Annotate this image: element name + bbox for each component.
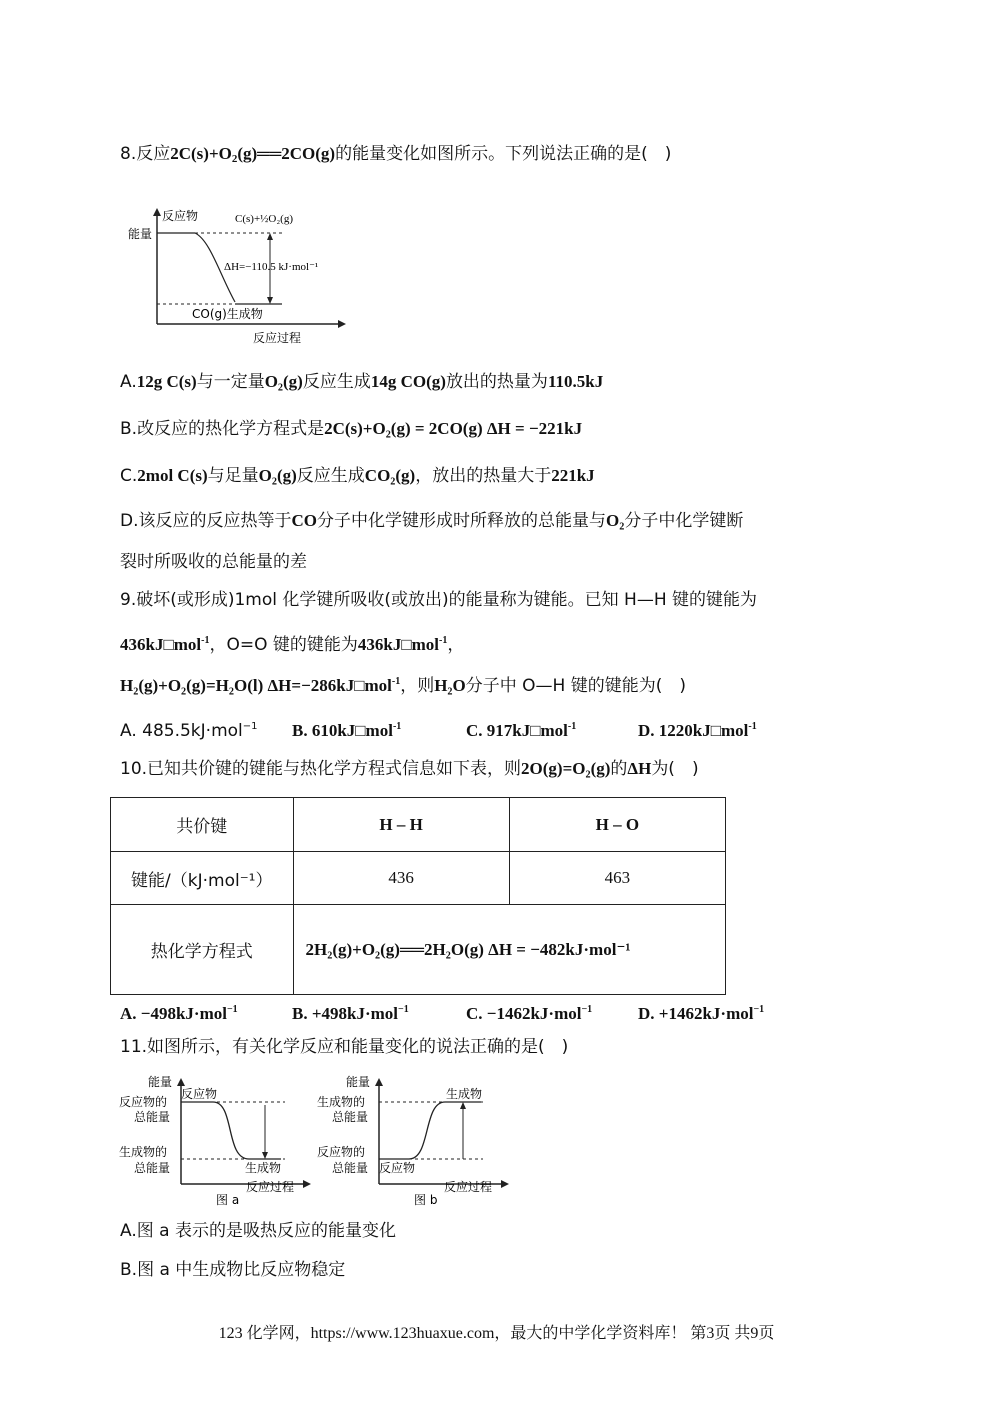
q8-option-d-cont: 裂时所吸收的总能量的差 bbox=[120, 552, 307, 572]
table-cell: H – H bbox=[293, 798, 509, 852]
q11-option-b: B.图 a 中生成物比反应物稳定 bbox=[120, 1260, 346, 1280]
table-cell: 436 bbox=[293, 852, 509, 905]
table-cell: 共价键 bbox=[111, 798, 294, 852]
svg-text:总能量: 总能量 bbox=[332, 1161, 369, 1175]
q9-option-b: B. 610kJ□mol$^{-1}$ bbox=[292, 721, 402, 740]
svg-text:图 b: 图 b bbox=[414, 1193, 438, 1207]
svg-text:反应物的: 反应物的 bbox=[119, 1095, 168, 1109]
q8-y-axis: 能量 bbox=[128, 227, 153, 241]
svg-text:总能量: 总能量 bbox=[332, 1110, 369, 1124]
q8-option-c: C.2mol C(s)与足量O₂(g)反应生成CO₂(g)，放出的热量大于221kJ bbox=[120, 466, 595, 486]
q10-option-d: D. +1462kJ·mol$^{-1}$ bbox=[638, 1004, 765, 1023]
q8-option-b: B.改反应的热化学方程式是2C(s)+O₂(g) = 2CO(g) ΔH = −221kJ bbox=[120, 419, 583, 439]
q8-energy-diagram bbox=[120, 200, 360, 350]
svg-text:反应物: 反应物 bbox=[379, 1161, 416, 1175]
svg-text:图 a: 图 a bbox=[216, 1193, 240, 1207]
table-row bbox=[111, 905, 726, 995]
q11-figure-b bbox=[313, 1068, 513, 1210]
q9-option-d: D. 1220kJ□mol$^{-1}$ bbox=[638, 721, 757, 740]
bond-energy-table bbox=[110, 797, 726, 995]
q9-stem-line2: 436kJ□mol$^{-1}$，O=O 键的键能为436kJ□mol$^{-1}$， bbox=[120, 635, 465, 655]
q8-option-d: D.该反应的反应热等于CO分子中化学键形成时所释放的总能量与O₂分子中化学键断 bbox=[120, 511, 744, 531]
q10-option-c: C. −1462kJ·mol$^{-1}$ bbox=[466, 1004, 593, 1023]
svg-text:反应物的: 反应物的 bbox=[317, 1145, 366, 1159]
q8-stem: 8.反应$2C(s)+O_2(g)══2CO(g)$的能量变化如图所示。下列说法正确的是( ) bbox=[120, 144, 672, 165]
page-footer: 123 化学网，https://www.123huaxue.com，最大的中学化学资料库！ 第3页 共9页 bbox=[218, 1325, 775, 1342]
q10-stem: 10.已知共价键的键能与热化学方程式信息如下表，则2O(g)=O₂(g)的ΔH为( ) bbox=[120, 759, 699, 779]
svg-text:总能量: 总能量 bbox=[134, 1161, 171, 1175]
svg-text:能量: 能量 bbox=[148, 1075, 173, 1089]
q8-dh-label: ΔH=−110.5 kJ·mol⁻¹ bbox=[224, 261, 319, 273]
table-cell: 热化学方程式 bbox=[111, 905, 294, 995]
svg-text:反应过程: 反应过程 bbox=[246, 1180, 295, 1194]
q11-option-a: A.图 a 表示的是吸热反应的能量变化 bbox=[120, 1221, 396, 1241]
q8-reactant-label: 反应物 bbox=[162, 209, 199, 223]
table-cell: 2H₂(g)+O₂(g)══2H₂O(g) ΔH = −482kJ·mol⁻¹ bbox=[293, 905, 726, 995]
svg-text:反应物: 反应物 bbox=[181, 1087, 218, 1101]
q11-stem: 11.如图所示，有关化学反应和能量变化的说法正确的是( ) bbox=[120, 1037, 569, 1057]
svg-text:生成物的: 生成物的 bbox=[119, 1145, 168, 1159]
q9-option-c: C. 917kJ□mol$^{-1}$ bbox=[466, 721, 577, 740]
q10-option-b: B. +498kJ·mol$^{-1}$ bbox=[292, 1004, 409, 1023]
q11-figure-a bbox=[115, 1068, 315, 1210]
svg-text:反应过程: 反应过程 bbox=[444, 1180, 493, 1194]
table-cell: 463 bbox=[509, 852, 725, 905]
q8-option-a: A.12g C(s)与一定量O₂(g)反应生成14g CO(g)放出的热量为110.5kJ bbox=[120, 372, 604, 392]
svg-text:生成物: 生成物 bbox=[245, 1161, 282, 1175]
q8-x-axis: 反应过程 bbox=[253, 331, 302, 345]
q10-option-a: A. −498kJ·mol$^{-1}$ bbox=[120, 1004, 238, 1023]
table-row bbox=[111, 798, 726, 852]
svg-text:生成物的: 生成物的 bbox=[317, 1095, 366, 1109]
svg-text:生成物: 生成物 bbox=[446, 1087, 483, 1101]
q8-product-label: CO(g)生成物 bbox=[192, 307, 263, 321]
q8-reactant-formula: C(s)+½O₂(g) bbox=[235, 213, 294, 225]
table-cell: H – O bbox=[509, 798, 725, 852]
svg-text:总能量: 总能量 bbox=[134, 1110, 171, 1124]
q9-option-a: A. 485.5kJ·mol$^{-1}$ bbox=[120, 721, 258, 741]
table-cell: 键能/（kJ·mol⁻¹） bbox=[111, 852, 294, 905]
q9-stem-line1: 9.破坏(或形成)1mol 化学键所吸收(或放出)的能量称为键能。已知 H—H 键的键能为 bbox=[120, 590, 758, 610]
svg-text:能量: 能量 bbox=[346, 1075, 371, 1089]
q9-stem-line3: H₂(g)+O₂(g)=H₂O(l) ΔH=−286kJ□mol$^{-1}$，则H₂O分子中 O—H 键的键能为( ) bbox=[120, 676, 686, 696]
table-row bbox=[111, 852, 726, 905]
